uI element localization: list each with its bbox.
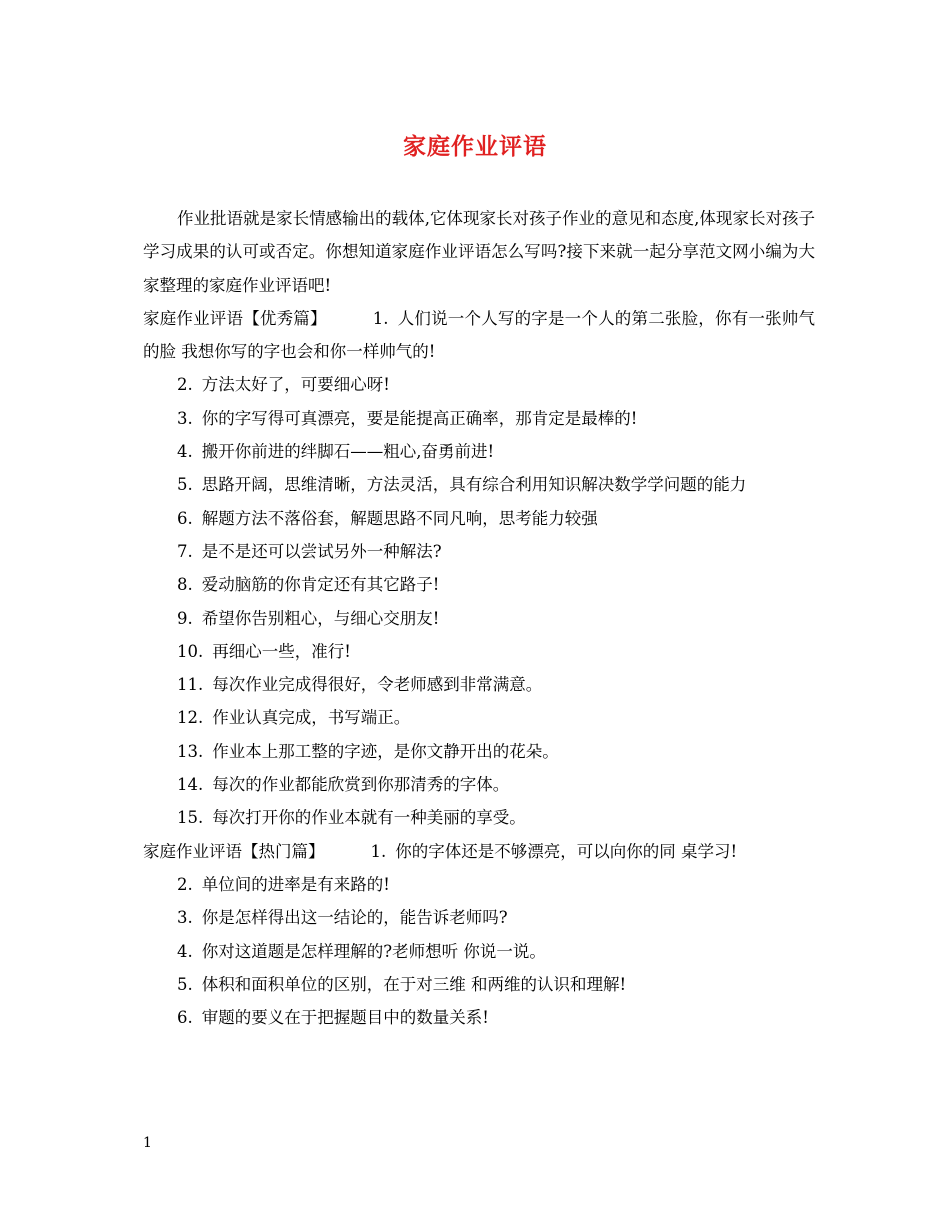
page-number: 1: [143, 1135, 152, 1151]
document-title: 家庭作业评语: [403, 133, 547, 160]
list-item: [143, 668, 815, 701]
item-number: 5.: [177, 475, 193, 495]
item-text: 每次作业完成得很好，令老师感到非常满意。: [212, 675, 543, 695]
item-number: 4.: [177, 442, 193, 462]
list-item: [143, 935, 815, 968]
item-number: 7.: [177, 541, 193, 561]
section2-item-1-number: 1.: [370, 841, 387, 861]
list-item: [143, 801, 815, 834]
item-text: 作业认真完成，书写端正。: [212, 708, 411, 728]
list-item: [143, 635, 815, 668]
list-item: [143, 368, 815, 401]
section1-list: [143, 368, 815, 834]
item-number: 9.: [177, 608, 193, 628]
section1-label: 家庭作业评语【优秀篇】: [143, 308, 327, 328]
item-number: 13.: [177, 741, 204, 761]
item-number: 3.: [177, 908, 193, 928]
item-text: 你是怎样得出这一结论的，能告诉老师吗?: [201, 908, 508, 928]
section1-item-1-number: 1.: [372, 308, 389, 328]
item-number: 2.: [177, 375, 193, 395]
item-text: 爱动脑筋的你肯定还有其它路子!: [201, 575, 440, 595]
item-number: 6.: [177, 1008, 193, 1028]
item-text: 思路开阔，思维清晰，方法灵活，具有综合利用知识解决数学学问题的能力: [201, 475, 747, 495]
item-text: 你对这道题是怎样理解的?老师想听 你说一说。: [201, 941, 546, 961]
list-item: [143, 535, 815, 568]
list-item: [143, 468, 815, 501]
document-body: [143, 202, 815, 1034]
item-text: 搬开你前进的绊脚石——粗心,奋勇前进!: [201, 442, 495, 462]
item-number: 8.: [177, 575, 193, 595]
list-item: [143, 968, 815, 1001]
item-number: 6.: [177, 508, 193, 528]
section2-list: [143, 868, 815, 1034]
section2-heading-paragraph: [143, 835, 815, 868]
list-item: [143, 435, 815, 468]
item-number: 2.: [177, 874, 193, 894]
item-text: 作业本上那工整的字迹，是你文静开出的花朵。: [212, 741, 559, 761]
list-item: [143, 735, 815, 768]
item-number: 14.: [177, 775, 204, 795]
list-item: [143, 1001, 815, 1034]
list-item: [143, 701, 815, 734]
list-item: [143, 402, 815, 435]
item-number: 12.: [177, 708, 204, 728]
section1-heading-paragraph: [143, 302, 815, 369]
list-item: [143, 568, 815, 601]
item-number: 3.: [177, 408, 193, 428]
item-text: 审题的要义在于把握题目中的数量关系!: [201, 1008, 489, 1028]
item-text: 体积和面积单位的区别，在于对三维 和两维的认识和理解!: [201, 974, 627, 994]
list-item: [143, 868, 815, 901]
intro-paragraph: 作业批语就是家长情感输出的载体,它体现家长对孩子作业的意见和态度,体现家长对孩子学习成果的认可或否定。你想知道家庭作业评语怎么写吗?接下来就一起分享范文网小编为大家整理的家庭作业评语吧!: [143, 209, 815, 295]
list-item: [143, 602, 815, 635]
section2-label: 家庭作业评语【热门篇】: [143, 841, 325, 861]
item-number: 10.: [177, 641, 204, 661]
list-item: [143, 901, 815, 934]
item-text: 是不是还可以尝试另外一种解法?: [201, 541, 442, 561]
item-text: 你的字写得可真漂亮，要是能提高正确率，那肯定是最棒的!: [201, 408, 638, 428]
item-number: 15.: [177, 808, 204, 828]
item-text: 每次的作业都能欣赏到你那清秀的字体。: [212, 775, 510, 795]
item-number: 11.: [177, 675, 204, 695]
item-text: 希望你告别粗心，与细心交朋友!: [201, 608, 440, 628]
item-text: 再细心一些，准行!: [212, 641, 351, 661]
section1-item-1-text: 人们说一个人写的字是一个人的第二张脸，你有一张帅气的脸 我想你写的字也会和你一样帅气的!: [143, 308, 816, 362]
section2-item-1-text: 你的字体还是不够漂亮，可以向你的同 桌学习!: [395, 841, 738, 861]
item-text: 解题方法不落俗套，解题思路不同凡响，思考能力较强: [201, 508, 598, 528]
item-text: 方法太好了，可要细心呀!: [201, 375, 390, 395]
list-item: [143, 768, 815, 801]
item-number: 4.: [177, 941, 193, 961]
list-item: [143, 502, 815, 535]
item-text: 每次打开你的作业本就有一种美丽的享受。: [212, 808, 526, 828]
item-text: 单位间的进率是有来路的!: [201, 874, 390, 894]
item-number: 5.: [177, 974, 193, 994]
